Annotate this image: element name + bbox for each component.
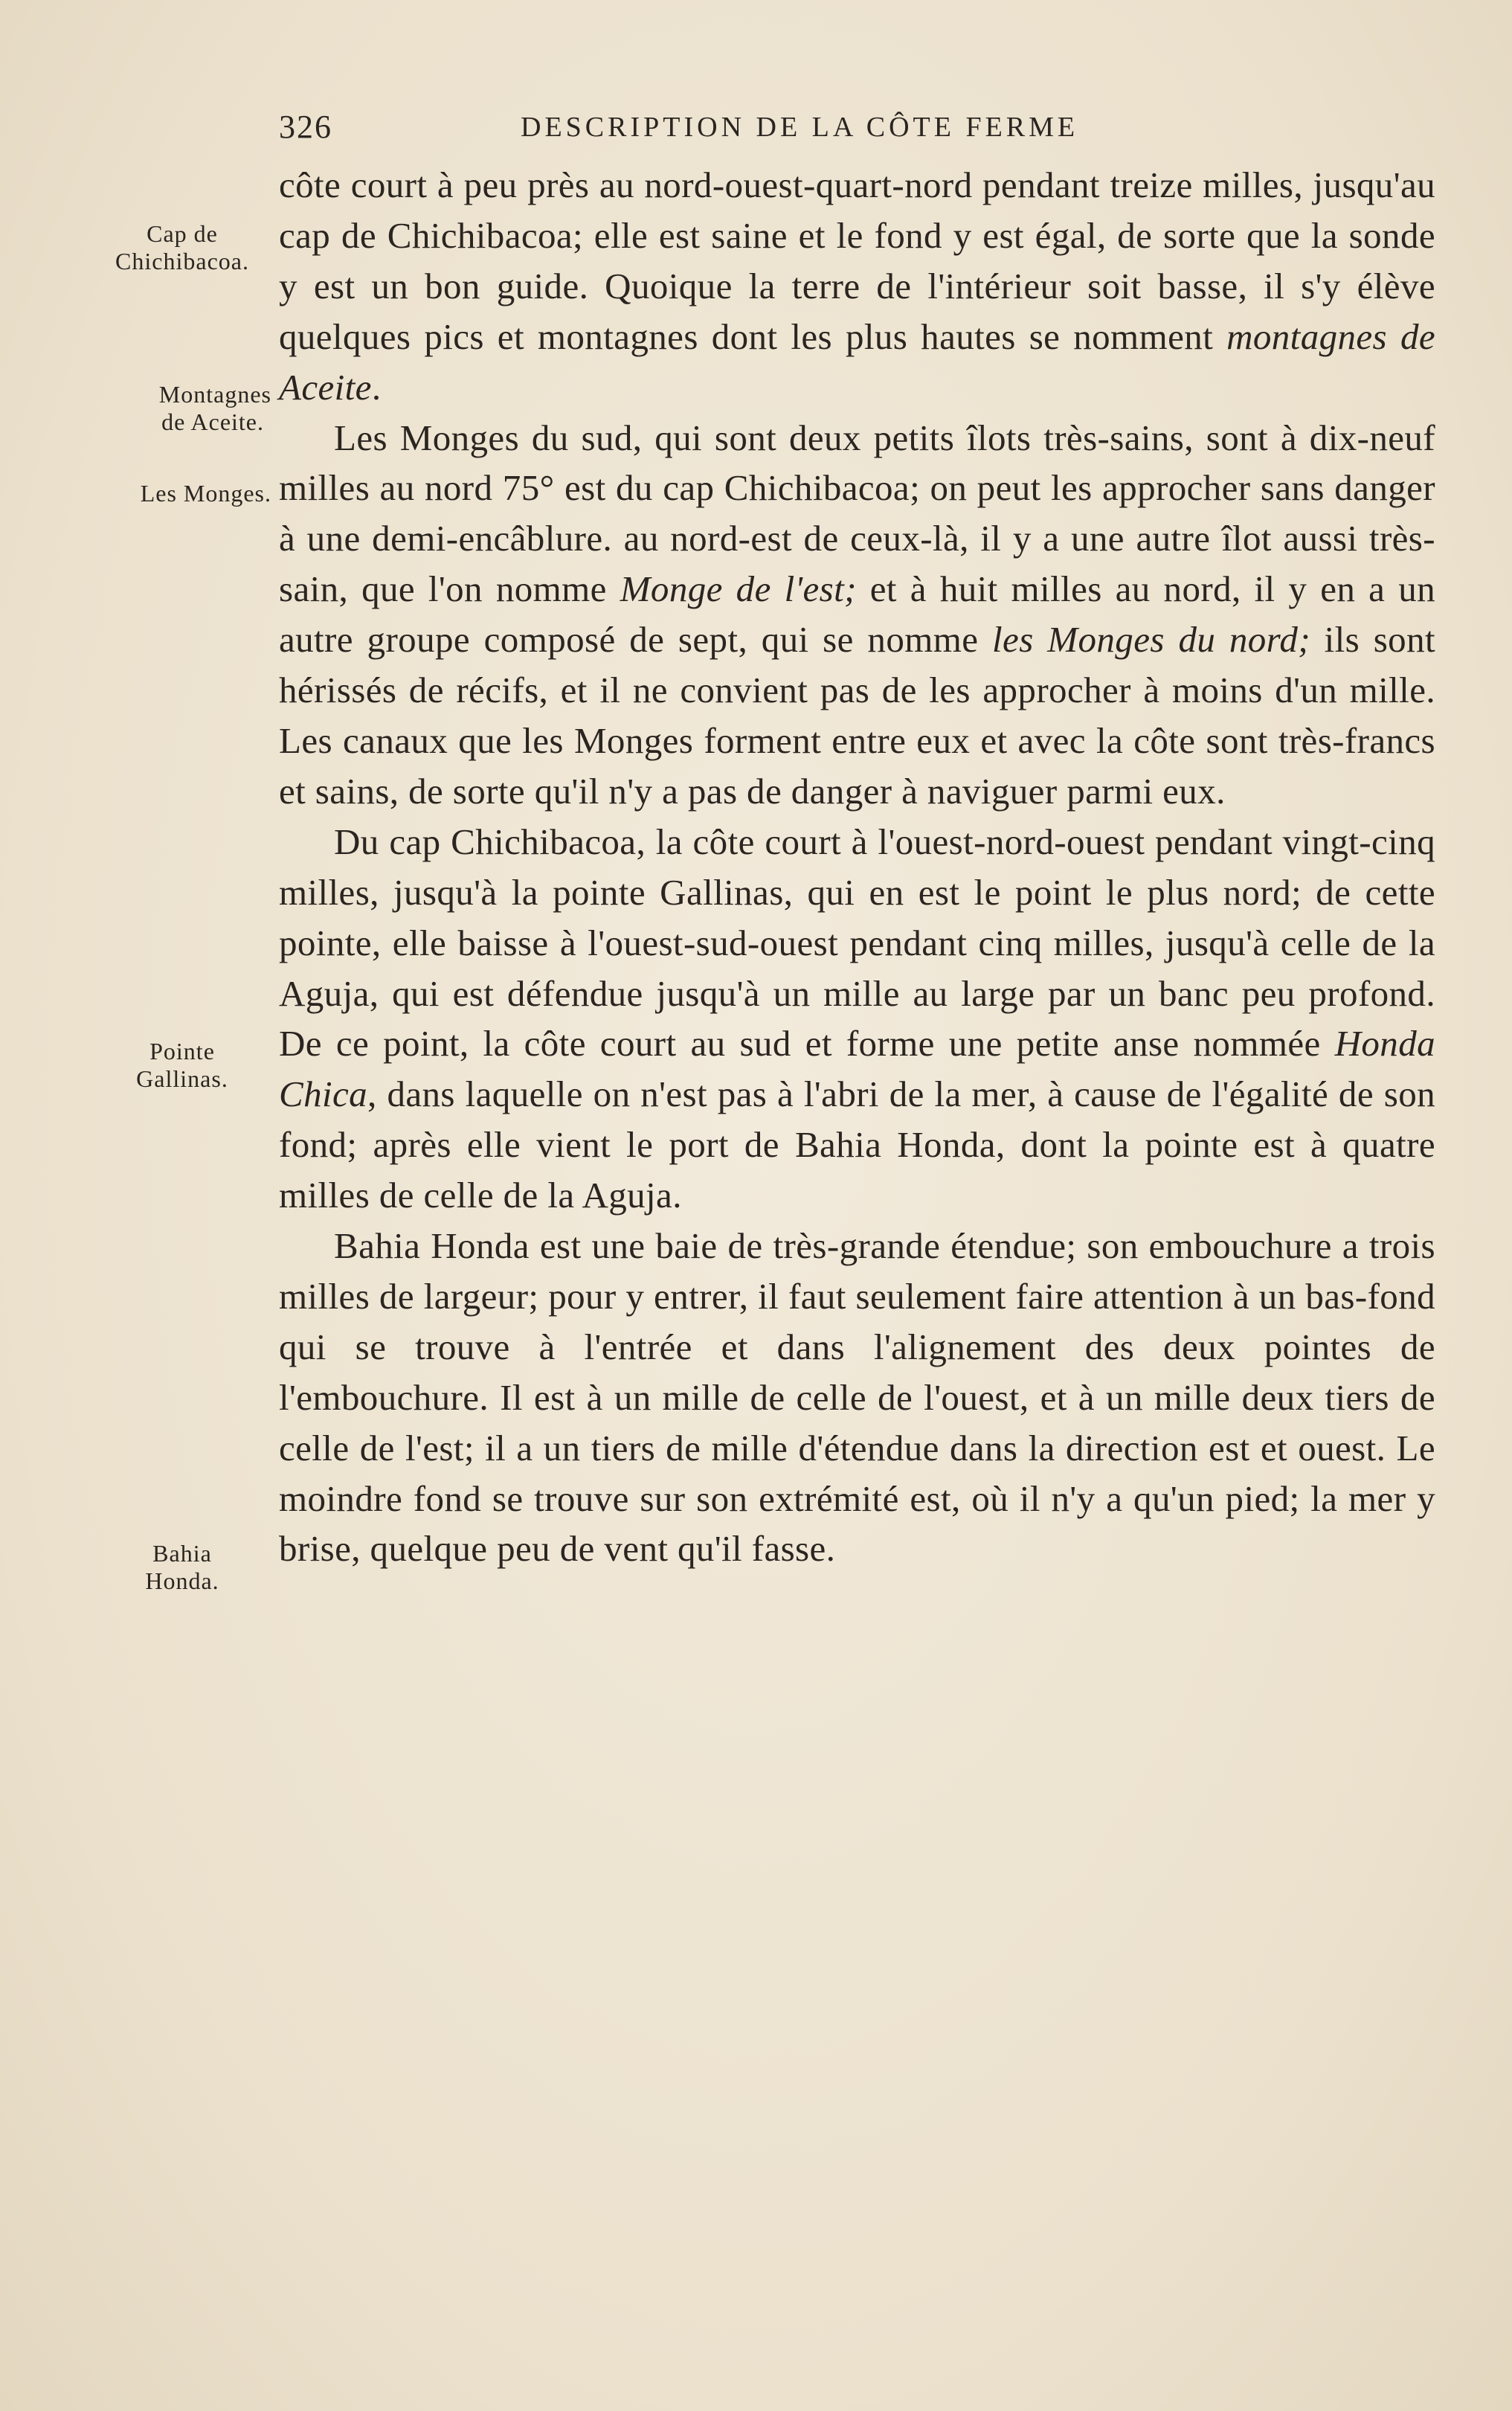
text-run: Les Monges du sud, qui sont deux petits îlots très-sains, sont à dix-neuf milles au nord 75° est du cap Chichibacoa; on peut les approcher sans danger à une demi-encâblure. au nord-est de ceux-là, il y a une autre îlot aussi très-sain, que l'on nomme: [279, 417, 1435, 610]
paragraph-4: [279, 1221, 1435, 1574]
paragraph-2: [279, 413, 1435, 817]
running-header: [279, 108, 1432, 153]
margin-note-montagnes-de-aceite: [93, 381, 271, 436]
text-run: .: [371, 366, 382, 408]
body-text: [279, 160, 1435, 1574]
margin-note-bahia-honda: [93, 1540, 271, 1595]
margin-note-line: Honda.: [145, 1567, 219, 1594]
text-run: côte court à peu près au nord-ouest-quart-nord pendant treize milles, jusqu'au cap de Chichibacoa; elle est saine et le fond y est égal, de sorte que la sonde y est un bon guide. Quoique la terre de l'intérieur soit basse, il s'y élève quelques pics et montagnes dont les plus hautes se nomment: [279, 164, 1435, 357]
margin-note-line: Chichibacoa.: [115, 248, 249, 275]
margin-note-line: Bahia: [152, 1540, 212, 1567]
text-run: Du cap Chichibacoa, la côte court à l'ouest-nord-ouest pendant vingt-cinq milles, jusqu'à la pointe Gallinas, qui en est le point le plus nord; de cette pointe, elle baisse à l'ouest-sud-ouest pendant cinq milles, jusqu'à celle de la Aguja, qui est défendue jusqu'à un mille au large par un banc peu profond. De ce point, la côte court au sud et forme une petite anse nommée: [279, 821, 1435, 1065]
margin-note-line: Les Monges.: [140, 480, 271, 507]
page-number: 326: [279, 109, 332, 145]
text-run: , dans laquelle on n'est pas à l'abri de la mer, à cause de l'égalité de son fond; après elle vient le port de Bahia Honda, dont la pointe est à quatre milles de celle de la Aguja.: [279, 1073, 1435, 1216]
italic-place-name: Monge de l'est;: [620, 568, 857, 610]
margin-note-line: Cap de: [147, 220, 218, 247]
italic-place-name: les Monges du nord;: [992, 619, 1310, 661]
text-run: Bahia Honda est une baie de très-grande étendue; son embouchure a trois milles de largeur; pour y entrer, il faut seulement faire attention à un bas-fond qui se trouve à l'entrée et dans l'alignement des deux pointes de l'embouchure. Il est à un mille de celle de l'ouest, et à un mille deux tiers de celle de l'est; il a un tiers de mille d'étendue dans la direction est et ouest. Le moindre fond se trouve sur son extrémité est, où il n'y a qu'un pied; la mer y brise, quelque peu de vent qu'il fasse.: [279, 1225, 1435, 1570]
margin-note-les-monges: [93, 480, 271, 507]
margin-note-line: Montagnes: [158, 381, 271, 408]
margin-note-cap-de-chichibacoa: [93, 220, 271, 275]
text-run: et à huit milles au nord, il y en a un autre groupe composé de sept, qui se nomme: [279, 568, 1435, 661]
margin-note-line: de Aceite.: [161, 408, 264, 435]
margin-note-pointe-gallinas: [93, 1038, 271, 1093]
margin-note-line: Gallinas.: [136, 1065, 228, 1092]
paragraph-3: [279, 817, 1435, 1221]
margin-note-line: Pointe: [149, 1038, 215, 1065]
paragraph-1: [279, 160, 1435, 413]
italic-place-name: montagnes de Aceite: [279, 315, 1435, 408]
italic-place-name: Honda Chica: [279, 1023, 1435, 1115]
text-run: ils sont hérissés de récifs, et il ne convient pas de les approcher à moins d'un mille. Les canaux que les Monges forment entre eux et avec la côte sont très-francs et sains, de sorte qu'il n'y a pas de danger à naviguer parmi eux.: [279, 619, 1435, 812]
running-title: DESCRIPTION DE LA CÔTE FERME: [521, 112, 1079, 143]
